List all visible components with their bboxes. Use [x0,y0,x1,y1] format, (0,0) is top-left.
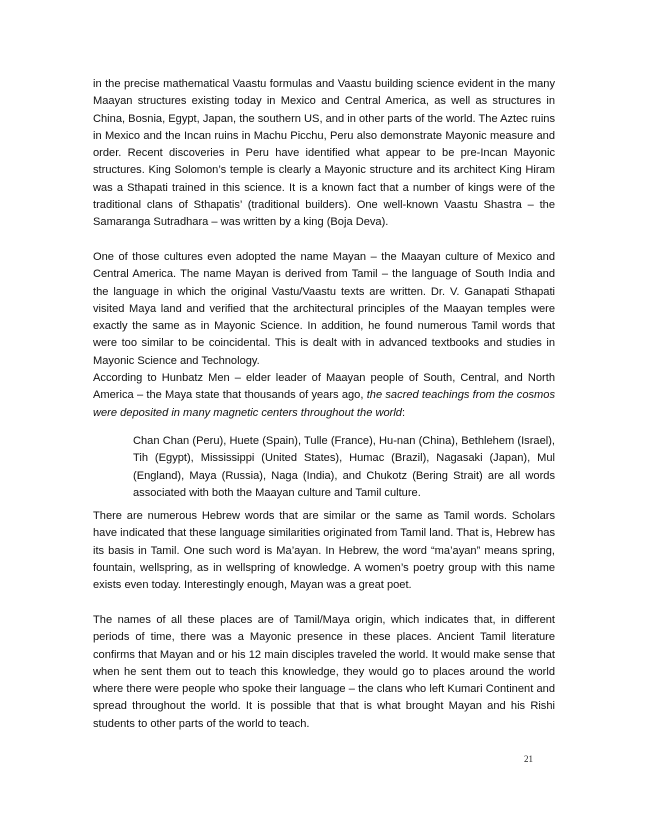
block-quote-place-names: Chan Chan (Peru), Huete (Spain), Tulle (France), Hu-nan (China), Bethlehem (Israel), Tih (Egypt), Mississippi (United States), Humac (Brazil), Nagasaki (Japan), Mul (England), Maya (Russia), Naga (India), and Chukotz (Bering Strait) are all words associated with both the Maayan culture and Tamil culture. [133,435,555,499]
page-number: 21 [524,754,533,764]
paragraph-vaastu-structures: in the precise mathematical Vaastu formulas and Vaastu building science evident in the many Maayan structures existing today in Mexico and Central America, as well as structures in China, Bosnia, Egypt, Japan, the southern US, and in other parts of the world. The Aztec ruins in Mexico and the Incan ruins in Machu Picchu, Peru also demonstrate Mayonic measure and order. Recent discoveries in Peru have identified what appear to be pre-Incan Mayonic structures. King Solomon’s temple is clearly a Mayonic structure and its architect King Hiram was a Sthapati trained in this science. It is a known fact that a number of kings were of the traditional clans of Sthapatis’ (traditional builders). One well-known Vaastu Shastra – the Samaranga Sutradhara – was written by a king (Boja Deva). [93,78,555,229]
sacred-teachings-italic: the sacred teachings from the cosmos were deposited in many magnetic centers throughout the world [93,389,556,419]
hunbatz-colon: : [401,406,406,419]
paragraph-tamil-maya-origin: The names of all these places are of Tamil/Maya origin, which indicates that, in different periods of time, there was a Mayonic presence in these places. Ancient Tamil literature confirms that Mayan and or his 12 main disciples traveled the world. It would make sense that when he sent them out to teach this knowledge, they would go to places around the world where there were people who spoke their language – the clans who left Kumari Continent and spread throughout the world. It is possible that that is what brought Mayan and his Rishi students to other parts of the world to teach. [93,614,555,730]
hunbatz-intro-text: According to Hunbatz Men – elder leader of Maayan people of South, Central, and North America – the Maya state that thousands of years ago, [93,372,555,402]
paragraph-hebrew-words: There are numerous Hebrew words that are similar or the same as Tamil words. Scholars have indicated that these language similarities originated from Tamil land. That is, Hebrew has its basis in Tamil. One such word is Ma’ayan. In Hebrew, the word “ma’ayan” means spring, fountain, wellspring, as in wellspring of knowledge. A women’s poetry group with this name exists even today. Interestingly enough, Mayan was a great poet. [93,510,555,592]
paragraph-mayan-name: One of those cultures even adopted the name Mayan – the Maayan culture of Mexico and Central America. The name Mayan is derived from Tamil – the language of South India and the language in which the original Vastu/Vaastu texts are written. Dr. V. Ganapati Sthapati visited Maya land and verified that the architectural principles of the Maayan temples were exactly the same as in Mayonic Science. In addition, he found numerous Tamil words that were too similar to be coincidental. This is dealt with in advanced textbooks and studies in Mayonic Science and Technology. [93,251,555,367]
paragraph-hunbatz-men [93,370,555,422]
